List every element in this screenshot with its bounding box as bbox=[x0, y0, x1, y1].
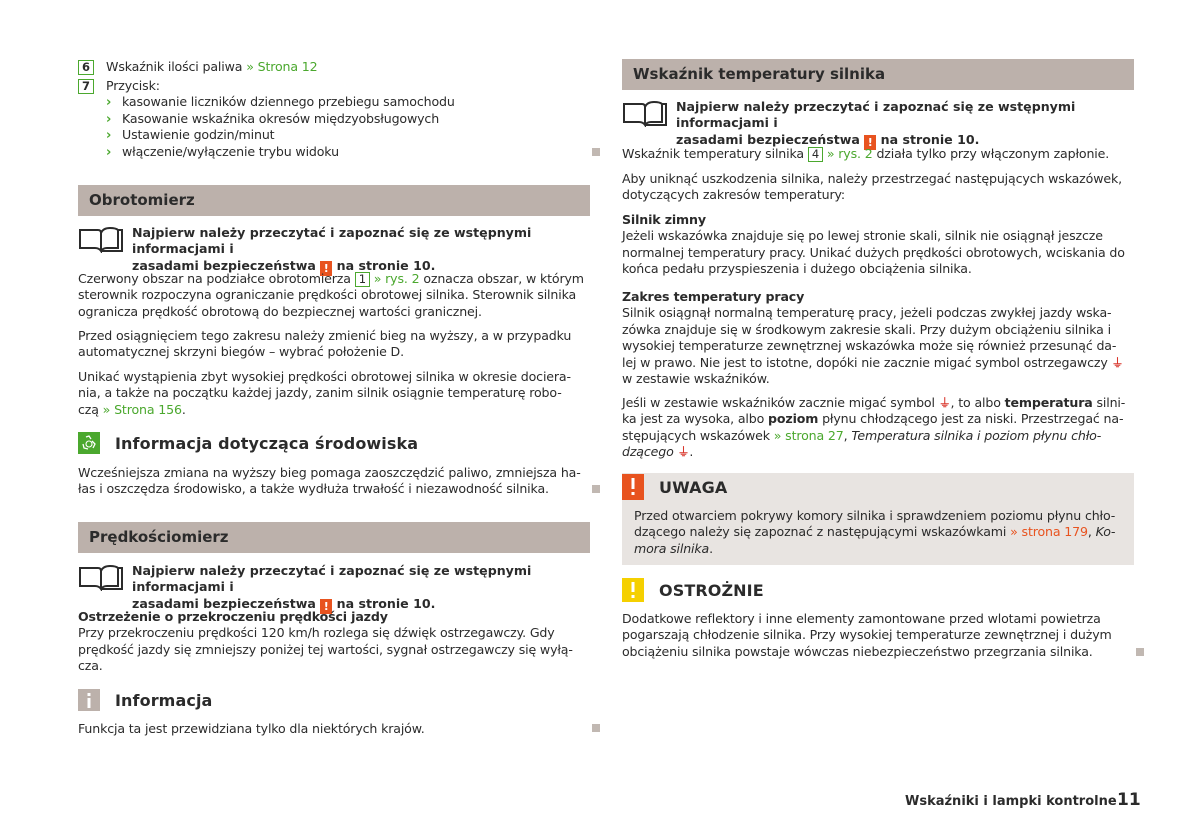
caution-title: OSTROŻNIE bbox=[659, 580, 764, 600]
warning-heading bbox=[622, 474, 727, 500]
chapter-title: Wskaźniki i lampki kontrolne bbox=[905, 794, 1117, 809]
info-icon bbox=[78, 688, 100, 712]
figure-number: 4 bbox=[808, 147, 823, 162]
figure-link[interactable]: » rys. 2 bbox=[826, 146, 873, 161]
chevron-right-icon: › bbox=[106, 144, 112, 160]
coolant-temperature-icon: ⏚ bbox=[938, 396, 951, 410]
section-heading-predkosciomierz: Prędkościomierz bbox=[78, 522, 590, 553]
book-icon bbox=[78, 563, 124, 591]
exclamation-icon bbox=[622, 578, 644, 602]
recycle-icon bbox=[78, 432, 100, 454]
info-title: Informacja bbox=[115, 690, 213, 710]
section-heading-temperatura: Wskaźnik temperatury silnika bbox=[622, 59, 1134, 90]
page-number: 11 bbox=[1117, 790, 1141, 810]
caution-text: Dodatkowe reflektory i inne elementy zamontowane przed wlotami powietrza pogarszają chłodzenie silnika. Przy wysokiej temperaturze zewnętrznej i dużym obciążeniu silnika powstaje wówczas niebezpieczeństwo przegrzania silnika. bbox=[622, 611, 1112, 659]
bullet-text: kasowanie liczników dziennego przebiegu samochodu bbox=[122, 94, 455, 109]
paragraph: Przed osiągnięciem tego zakresu należy zmienić bieg na wyższy, a w przypadku automatycznej skrzyni biegów – wybrać położenie D. bbox=[78, 328, 572, 360]
bullet-item bbox=[106, 127, 274, 143]
bullet-text: Ustawienie godzin/minut bbox=[122, 127, 275, 142]
env-info-title: Informacja dotycząca środowiska bbox=[115, 433, 419, 453]
read-first-notice bbox=[622, 99, 1134, 150]
paragraph: Wcześniejsza zmiana na wyższy bieg pomaga zaoszczędzić paliwo, zmniejsza ha- łas i oszczędza środowisko, a także wydłuża trwałość i niezawodność silnika. bbox=[78, 465, 581, 497]
paragraph: Jeśli w zestawie wskaźników zacznie migać symbol ⏚, to albo temperatura silni- ka jest za wysoka, albo poziom płynu chłodzącego jest za niski. Przestrzegać na- stępujących wskazówek » strona 27, Temperatura silnika i poziom płynu chło- dzącego ⏚. bbox=[622, 395, 1126, 460]
bullet-text: Kasowanie wskaźnika okresów międzyobsługowych bbox=[122, 111, 440, 126]
page-link[interactable]: » Strona 156 bbox=[102, 401, 182, 417]
figure-number: 1 bbox=[355, 272, 370, 287]
caution-heading bbox=[622, 578, 764, 602]
subheading: Ostrzeżenie o przekroczeniu prędkości jazdy bbox=[78, 609, 388, 624]
legend-item-6 bbox=[78, 59, 318, 75]
bullet-item bbox=[106, 144, 339, 160]
chevron-right-icon: › bbox=[106, 127, 112, 143]
section-heading-obrotomierz: Obrotomierz bbox=[78, 185, 590, 216]
paragraph: Ostrzeżenie o przekroczeniu prędkości jazdy Przy przekroczeniu prędkości 120 km/h rozlega się dźwięk ostrzegawczy. Gdy prędkość jazdy się zmniejszy poniżej tej wartości, sygnał ostrzegawczy się wyłą- cza. bbox=[78, 609, 590, 675]
legend-item-7 bbox=[78, 78, 160, 94]
legend-number: 6 bbox=[78, 60, 94, 75]
section-end-mark bbox=[592, 148, 600, 156]
warning-title: UWAGA bbox=[659, 477, 728, 497]
chevron-right-icon: › bbox=[106, 111, 112, 127]
bullet-item bbox=[106, 111, 439, 127]
page-link[interactable]: » Strona 12 bbox=[246, 59, 318, 74]
warning-text: Przed otwarciem pokrywy komory silnika i sprawdzeniem poziomu płynu chło- dzącego należy się zapoznać z następującymi wskazówkami » strona 179, Ko- mora silnika. bbox=[634, 508, 1116, 556]
book-icon bbox=[622, 99, 668, 127]
coolant-temperature-icon: ⏚ bbox=[677, 445, 690, 460]
page-link[interactable]: » strona 27 bbox=[773, 427, 844, 443]
book-icon bbox=[78, 225, 124, 253]
notice-text: Najpierw należy przeczytać i zapoznać się ze wstępnymi informacjami i zasadami bezpieczeństwa ! na stronie 10. bbox=[132, 563, 532, 613]
paragraph-silnik-zimny: Silnik zimny Jeżeli wskazówka znajduje się po lewej stronie skali, silnik nie osiągnął jeszcze normalnej temperatury pracy. Unikać dużych prędkości obrotowych, wciskania do końca pedału przyspieszenia i dużego obciążenia silnika. bbox=[622, 212, 1134, 278]
chevron-right-icon: › bbox=[106, 94, 112, 110]
section-end-mark bbox=[592, 724, 600, 732]
legend-number: 7 bbox=[78, 79, 94, 94]
read-first-notice bbox=[78, 225, 590, 276]
exclamation-icon bbox=[622, 474, 644, 500]
read-first-notice bbox=[78, 563, 590, 614]
figure-link[interactable]: » rys. 2 bbox=[373, 271, 420, 286]
paragraph: Unikać wystąpienia zbyt wysokiej prędkości obrotowej silnika w okresie dociera- nia, a także na początku każdej jazdy, zanim silnik osiągnie temperaturę robo- czą » Strona 156. bbox=[78, 369, 571, 417]
paragraph: Czerwony obszar na podziałce obrotomierza 1 » rys. 2 oznacza obszar, w którym sterownik rozpoczyna ograniczanie prędkości obrotowej silnika. Sterownik silnika ogranicza prędkość obrotową do bezpiecznej wartości granicznej. bbox=[78, 271, 584, 319]
legend-label: Przycisk: bbox=[106, 78, 160, 93]
coolant-temperature-icon: ⏚ bbox=[1111, 355, 1124, 370]
legend-label: Wskaźnik ilości paliwa » Strona 12 bbox=[106, 59, 318, 74]
exclamation-icon: ! bbox=[864, 135, 876, 150]
section-end-mark bbox=[1136, 648, 1144, 656]
page-link[interactable]: » strona 179 bbox=[1010, 524, 1088, 540]
section-end-mark bbox=[592, 485, 600, 493]
subheading: Zakres temperatury pracy bbox=[622, 289, 805, 304]
exclamation-icon: ! bbox=[320, 599, 332, 614]
bullet-item bbox=[106, 94, 455, 110]
exclamation-icon: ! bbox=[320, 261, 332, 276]
paragraph-zakres-temperatury: Zakres temperatury pracy Silnik osiągnął normalną temperaturę pracy, jeżeli podczas zwykłej jazdy wska- zówka znajduje się w środkowym zakresie skali. Przy dużym obciążeniu silnika i wysokiej temperaturze zewnętrznej wskazówka może się również przesunąć da- lej w prawo. Nie jest to istotne, dopóki nie zacznie migać symbol ostrzegawczy ⏚ w zestawie wskaźników. bbox=[622, 289, 1134, 387]
info-heading bbox=[78, 688, 212, 712]
bullet-text: włączenie/wyłączenie trybu widoku bbox=[122, 144, 339, 159]
paragraph: Aby uniknąć uszkodzenia silnika, należy przestrzegać następujących wskazówek, dotyczących zakresów temperatury: bbox=[622, 171, 1122, 203]
notice-text: Najpierw należy przeczytać i zapoznać się ze wstępnymi informacjami i zasadami bezpieczeństwa ! na stronie 10. bbox=[676, 99, 1076, 149]
paragraph: Funkcja ta jest przewidziana tylko dla niektórych krajów. bbox=[78, 721, 425, 736]
notice-text: Najpierw należy przeczytać i zapoznać się ze wstępnymi informacjami i zasadami bezpieczeństwa ! na stronie 10. bbox=[132, 225, 532, 275]
subheading: Silnik zimny bbox=[622, 212, 706, 227]
paragraph: Wskaźnik temperatury silnika 4 » rys. 2 działa tylko przy włączonym zapłonie. bbox=[622, 146, 1110, 161]
env-info-heading bbox=[78, 432, 418, 454]
